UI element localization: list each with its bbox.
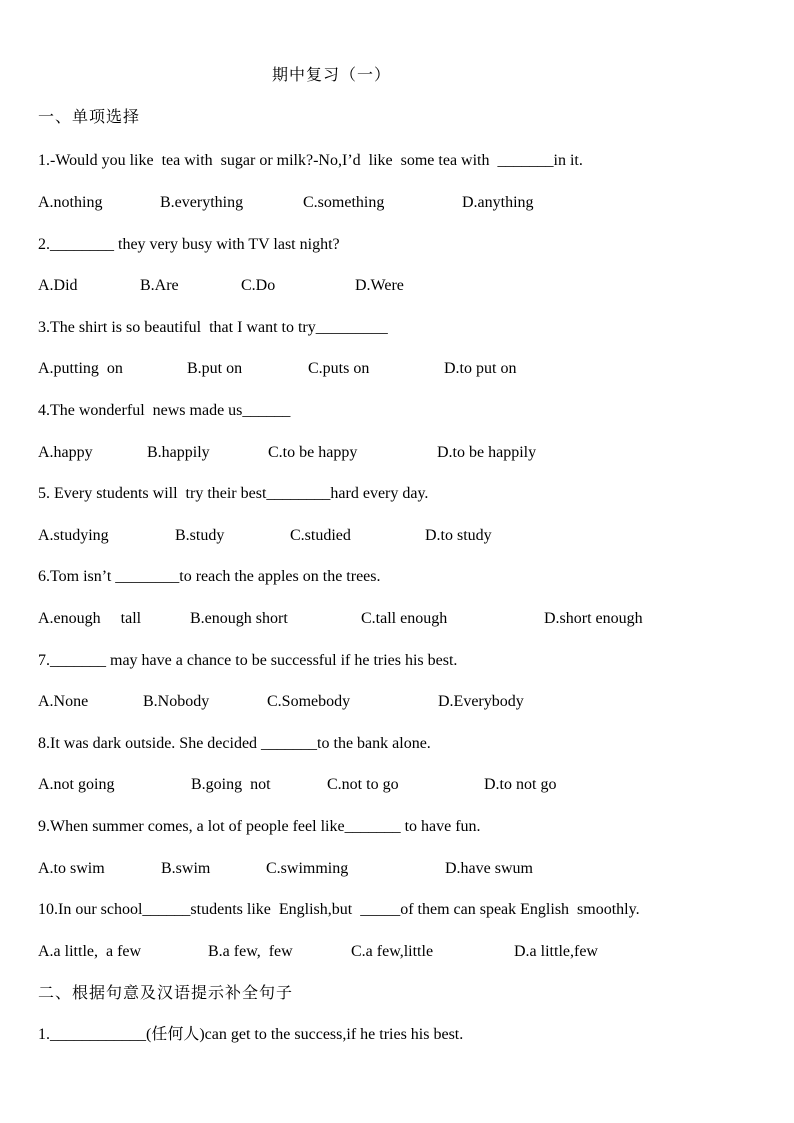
option-6b: B.enough short (190, 610, 288, 627)
question-6: 6.Tom isn’t ________to reach the apples on the trees. (38, 568, 381, 585)
question-8: 8.It was dark outside. She decided _______to the bank alone. (38, 735, 431, 752)
option-7a: A.None (38, 693, 89, 710)
question-10: 10.In our school______students like English,but _____of them can speak English smoothly. (38, 901, 640, 918)
option-2c: C.Do (241, 277, 276, 294)
option-9c: C.swimming (266, 860, 349, 877)
option-4c: C.to be happy (268, 444, 358, 461)
option-7c: C.Somebody (267, 693, 351, 710)
option-9b: B.swim (161, 860, 211, 877)
option-10a: A.a little, a few (38, 943, 142, 960)
option-2b: B.Are (140, 277, 179, 294)
option-8d: D.to not go (484, 776, 557, 793)
option-1c: C.something (303, 194, 385, 211)
option-10b: B.a few, few (208, 943, 293, 960)
question-3: 3.The shirt is so beautiful that I want to try_________ (38, 319, 388, 336)
fill-in-1: 1.____________(任何人)can get to the success,if he tries his best. (38, 1026, 464, 1043)
option-5c: C.studied (290, 527, 351, 544)
option-4d: D.to be happily (437, 444, 537, 461)
section-heading-single-choice: 一、单项选择 (38, 109, 141, 126)
option-6a: A.enough tall (38, 610, 142, 627)
option-1a: A.nothing (38, 194, 103, 211)
option-8b: B.going not (191, 776, 271, 793)
question-9: 9.When summer comes, a lot of people feel like_______ to have fun. (38, 818, 481, 835)
option-4a: A.happy (38, 444, 93, 461)
option-7d: D.Everybody (438, 693, 524, 710)
option-2d: D.Were (355, 277, 404, 294)
option-10c: C.a few,little (351, 943, 434, 960)
option-6c: C.tall enough (361, 610, 448, 627)
option-9d: D.have swum (445, 860, 533, 877)
question-2: 2.________ they very busy with TV last night? (38, 236, 340, 253)
section-heading-complete-sentences: 二、根据句意及汉语提示补全句子 (38, 985, 294, 1002)
option-7b: B.Nobody (143, 693, 210, 710)
question-7: 7._______ may have a chance to be successful if he tries his best. (38, 652, 458, 669)
option-1d: D.anything (462, 194, 534, 211)
option-3c: C.puts on (308, 360, 370, 377)
option-10d: D.a little,few (514, 943, 598, 960)
question-4: 4.The wonderful news made us______ (38, 402, 291, 419)
option-3b: B.put on (187, 360, 243, 377)
option-6d: D.short enough (544, 610, 643, 627)
option-2a: A.Did (38, 277, 78, 294)
question-1: 1.-Would you like tea with sugar or milk?-No,I’d like some tea with _______in it. (38, 152, 583, 169)
option-8a: A.not going (38, 776, 115, 793)
option-9a: A.to swim (38, 860, 105, 877)
option-3d: D.to put on (444, 360, 517, 377)
option-5b: B.study (175, 527, 225, 544)
question-5: 5. Every students will try their best________hard every day. (38, 485, 429, 502)
page-title: 期中复习（一） (272, 67, 392, 84)
option-4b: B.happily (147, 444, 210, 461)
option-5a: A.studying (38, 527, 109, 544)
option-5d: D.to study (425, 527, 492, 544)
option-1b: B.everything (160, 194, 244, 211)
option-8c: C.not to go (327, 776, 399, 793)
option-3a: A.putting on (38, 360, 123, 377)
